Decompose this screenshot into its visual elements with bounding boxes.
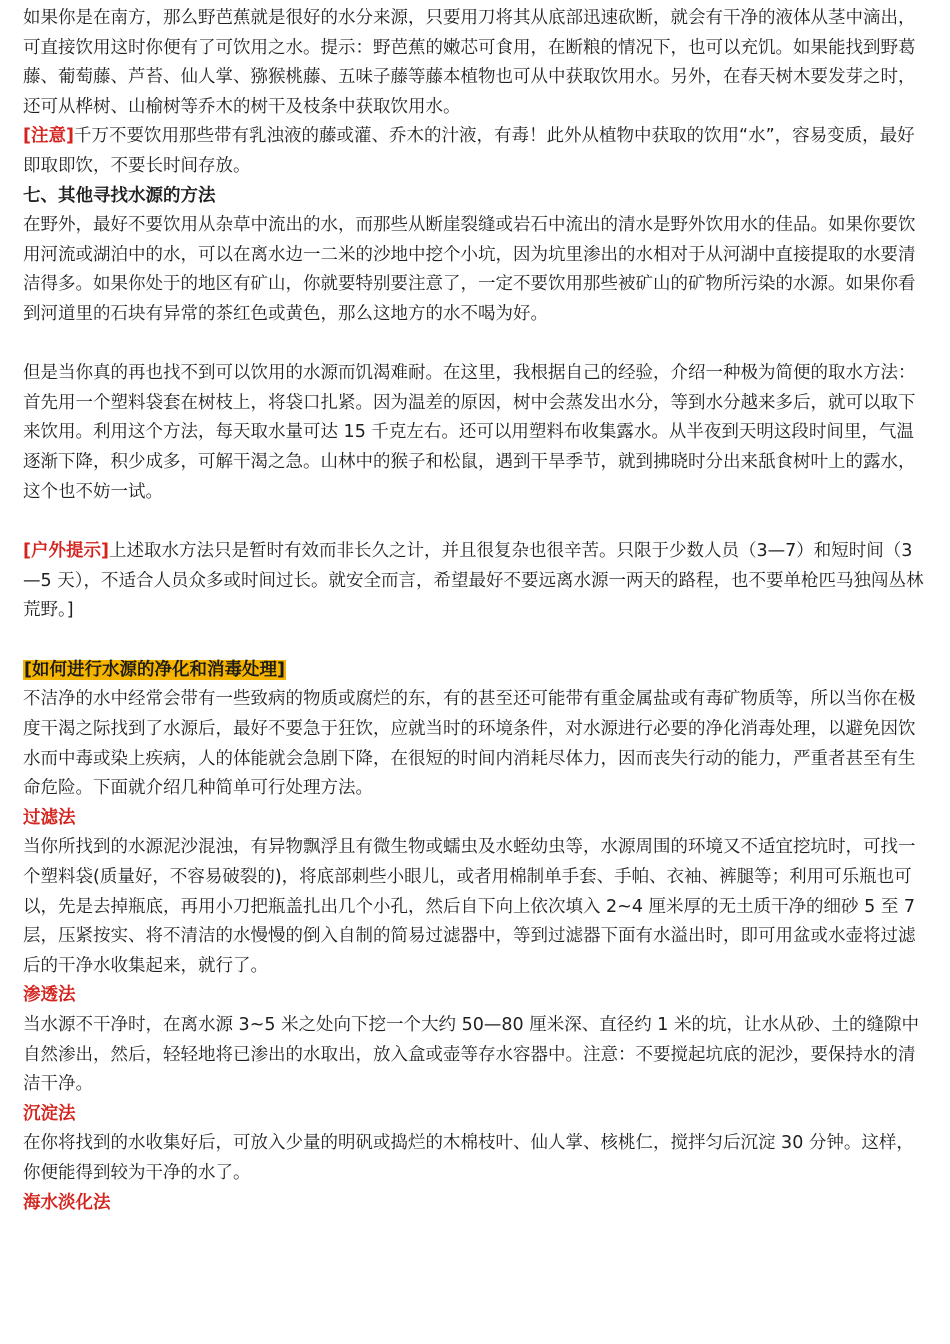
section-seven-paragraph: 在野外，最好不要饮用从杂草中流出的水，而那些从断崖裂缝或岩石中流出的清水是野外饮用水的佳品。如果你要饮用河流或湖泊中的水，可以在离水边一二米的沙地中挖个小坑，因为坑里渗出的水相对于从河湖中直接提取的水要清洁得多。如果你处于的地区有矿山，你就要特别要注意了，一定不要饮用那些被矿山的矿物所污染的水源。如果你看到河道里的石块有异常的茶红色或黄色，那么这地方的水不喝为好。 [23,215,916,324]
purify-intro: 不洁净的水中经常会带有一些致病的物质或腐烂的东，有的甚至还可能带有重金属盐或有毒矿物质等，所以当你在极度干渴之际找到了水源后，最好不要急于狂饮，应就当时的环境条件，对水源进行必要的净化消毒处理，以避免因饮水而中毒或染上疾病，人的体能就会急剧下降，在很短的时间内消耗尽体力，因而丧失行动的能力，严重者甚至有生命危险。下面就介绍几种简单可行处理方法。 [23,689,916,799]
paragraph-plastic-bag: 但是当你真的再也找不到可以饮用的水源而饥渴难耐。在这里，我根据自己的经验，介绍一种极为简便的取水方法：首先用一个塑料袋套在树枝上，将袋口扎紧。因为温差的原因，树中会蒸发出水分，等到水分越来多后，就可以取下来饮用。利用这个方法，每天取水量可达 15 千克左右。还可以用塑料布收集露水。从半夜到天明这段时间里，气温逐渐下降，积少成多，可解干渴之急。山林中的猴子和松鼠，遇到干旱季节，就到拂晓时分出来舐食树叶上的露水，这个也不妨一试。 [23,363,916,502]
section-seven-heading: 七、其他寻找水源的方法 [23,185,216,206]
caution-paragraph [23,122,929,181]
seep-method-text: 当水源不干净时，在离水源 3~5 米之处向下挖一个大约 50—80 厘米深、直径约 1 米的坑，让水从砂、土的缝隙中自然渗出，然后，轻轻地将已渗出的水取出，放入盒或壶等存水容器中。注意：不要搅起坑底的泥沙，要保持水的清洁干净。 [23,1015,919,1095]
paragraph-plant-water: 如果你是在南方，那么野芭蕉就是很好的水分来源，只要用刀将其从底部迅速砍断，就会有干净的液体从茎中滴出，可直接饮用这时你便有了可饮用之水。提示：野芭蕉的嫩芯可食用，在断粮的情况下，也可以充饥。如果能找到野葛藤、葡萄藤、芦苔、仙人掌、猕猴桃藤、五味子藤等藤本植物也可从中获取饮用水。另外，在春天树木要发芽之时，还可从桦树、山榆树等乔木的树干及枝条中获取饮用水。 [23,8,916,117]
outdoor-tip-tag: [户外提示] [23,541,109,562]
outdoor-tip-text: 上述取水方法只是暂时有效而非长久之计，并且很复杂也很辛苦。只限于少数人员（3—7）和短时间（3—5 天），不适合人员众多或时间过长。就安全而言，希望最好不要远离水源一两天的路程，也不要单枪匹马独闯丛林荒野。] [23,541,924,621]
caution-tag: [注意] [23,126,74,147]
filter-method-text: 当你所找到的水源泥沙混浊，有异物飘浮且有微生物或蠕虫及水蛭幼虫等，水源周围的环境又不适宜挖坑时，可找一个塑料袋(质量好，不容易破裂的)，将底部刺些小眼儿，或者用棉制单手套、手帕、衣袖、裤腿等；利用可乐瓶也可以，先是去掉瓶底，再用小刀把瓶盖扎出几个小孔，然后自下向上依次填入 2~4 厘米厚的无土质干净的细砂 5 至 7 层，压紧按实、将不清洁的水慢慢的倒入自制的简易过滤器中，等到过滤器下面有水溢出时，即可用盆或水壶将过滤后的干净水收集起来，就行了。 [23,837,916,976]
outdoor-tip-paragraph [23,537,929,626]
seep-method-title: 渗透法 [23,985,76,1006]
spacer [23,330,929,360]
filter-method-title: 过滤法 [23,807,76,828]
caution-text: 千万不要饮用那些带有乳浊液的藤或灌、乔木的汁液，有毒！此外从植物中获取的饮用“水”，容易变质，最好即取即饮，不要长时间存放。 [23,126,915,176]
spacer [23,626,929,656]
settle-method-text: 在你将找到的水收集好后，可放入少量的明矾或捣烂的木棉枝叶、仙人掌、核桃仁，搅拌匀后沉淀 30 分钟。这样，你便能得到较为干净的水了。 [23,1133,914,1183]
settle-method-title: 沉淀法 [23,1103,76,1124]
desalination-method-title: 海水淡化法 [23,1192,111,1213]
purify-heading-line [23,656,929,686]
spacer [23,507,929,537]
document-page [23,4,929,1218]
purify-heading: [如何进行水源的净化和消毒处理] [24,659,285,680]
